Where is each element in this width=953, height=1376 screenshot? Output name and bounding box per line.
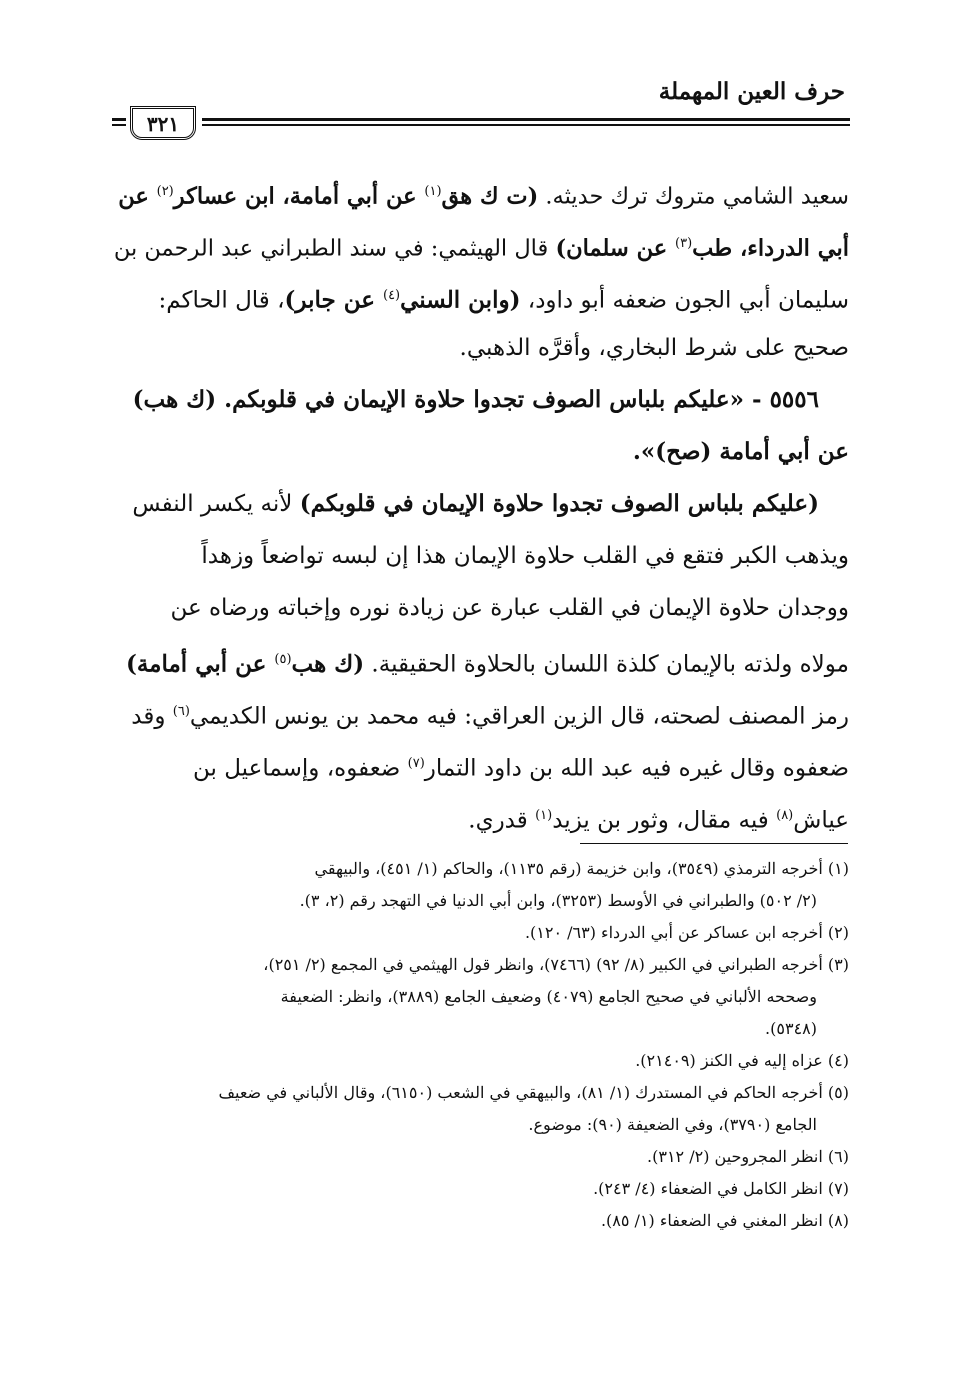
footnote-ref: (٥) [274,652,292,667]
hadith-heading-end: عن أبي أمامة (صح)». [632,438,849,465]
footnote-ref: (١) [424,184,442,199]
footnote-1-cont: (٢/ ٥٠٢) والطبراني في الأوسط (٣٢٥٣)، وابن أبي الدنيا في التهجد رقم (٢، ٣). [299,891,817,910]
footnote-ref: (١) [535,808,553,823]
footnote-ref: (٨) [776,808,794,823]
text-line: سعيد الشامي متروك ترك حديثه. (ت ك هق$^{(١)}$ عن أبي أمامة، ابن عساكر$^{(٢)}$ عن [118,183,849,210]
footnote-ref: (٤) [382,288,401,303]
footnote-5: (٥) أخرجه الحاكم في المستدرك (١/ ٨١)، والبيهقي في الشعب (٦١٥٠)، وقال الألباني في ضعيف [218,1083,849,1102]
commentary-line: مولاه ولذته بالإيمان كلذة اللسان بالحلاوة الحقيقية. (ك هب$^{(٥)}$ عن أبي أمامة) [125,650,849,678]
page-number: ٣٢١ [130,106,196,140]
commentary-line: ويذهب الكبر فتقع في القلب حلاوة الإيمان هذا إن لبسه تواضعاً وزهداً [201,543,849,569]
footnote-ref: (٣) [675,236,693,251]
header-rule [112,106,850,150]
text-line: سليمان أبي الجون ضعفه أبو داود، (وابن السني$^{(٤)}$ عن جابر)، قال الحاكم: [158,286,849,314]
commentary-line: رمز المصنف لصحته، قال الزين العراقي: فيه محمد بن يونس الكديمي$^{(٦)}$ وقد [131,703,849,730]
hadith-heading: ٥٥٥٦ - «عليكم بلباس الصوف تجدوا حلاوة الإيمان في قلوبكم. (ك هب) [132,386,819,413]
main-text [109,166,849,842]
footnote-1: (١) أخرجه الترمذي (٣٥٤٩)، وابن خزيمة (رقم ١١٣٥)، والحاكم (١/ ٤٥١)، والبيهقي [314,859,849,878]
footnote-5-cont: الجامع (٣٧٩٠)، وفي الضعيفة (٩٠): موضوع. [528,1115,817,1134]
footnote-4: (٤) عزاه إليه في الكنز (٢١٤٠٩). [635,1051,849,1070]
footnote-3: (٣) أخرجه الطبراني في الكبير (٨/ ٩٢) (٧٤٦٦)، وانظر قول الهيثمي في المجمع (٢/ ٢٥١)، [263,955,849,974]
footnote-ref: (٦) [172,704,190,719]
footnote-3-cont: وصححه الألباني في صحيح الجامع (٤٠٧٩) وضعيف الجامع (٣٨٨٩)، وانظر: الضعيفة [280,987,817,1006]
footnote-2: (٢) أخرجه ابن عساكر عن أبي الدرداء (٦٣/ ١٢٠). [524,923,849,942]
footnote-3-cont: (٥٣٤٨). [765,1019,817,1038]
footnote-8: (٨) انظر المغني في الضعفاء (١/ ٨٥). [600,1211,849,1230]
commentary-line: عياش$^{(٨)}$ فيه مقال، وثور بن يزيد$^{(١)}$ قدري. [468,807,849,834]
commentary-line: ووجدان حلاوة الإيمان في القلب عبارة عن زيادة نوره وإخباته ورضاه عن [170,595,849,621]
commentary-line: ضعفوه وقال غيره فيه عبد الله بن داود التمار$^{(٧)}$ ضعفوه، وإسماعيل بن [193,755,849,782]
text-line: صحيح على شرط البخاري، وأقرَّه الذهبي. [459,335,849,361]
header-double-rule-end [112,118,126,126]
header-double-rule [202,118,850,126]
footnote-7: (٧) انظر الكامل في الضعفاء (٤/ ٢٤٣). [593,1179,849,1198]
footnote-6: (٦) انظر المجروحين (٢/ ٣١٢). [647,1147,849,1166]
running-title: حرف العين المهملة [658,78,845,105]
footnotes [109,853,849,1237]
footnote-separator [580,843,848,844]
footnote-ref: (٢) [156,184,174,199]
text-line: أبي الدرداء، طب$^{(٣)}$ عن سلمان) قال الهيثمي: في سند الطبراني عبد الرحمن بن [113,235,849,262]
commentary-line: (عليكم بلباس الصوف تجدوا حلاوة الإيمان في قلوبكم) لأنه يكسر النفس [132,490,819,517]
footnote-ref: (٧) [407,756,425,771]
